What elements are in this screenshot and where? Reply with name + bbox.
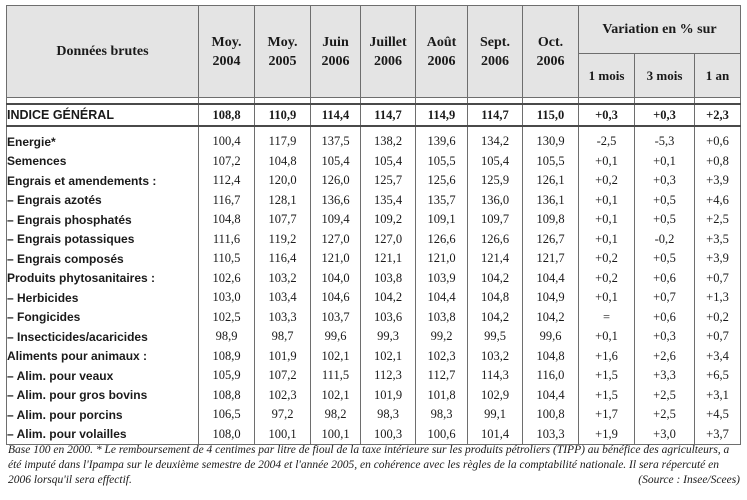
variation-value-cell: +4,6 [695,191,741,211]
row-label: – Engrais composés [7,249,199,269]
index-value-cell: 114,4 [311,104,361,126]
index-value-cell: 105,4 [361,152,416,172]
variation-value-cell: +2,3 [695,104,741,126]
index-value-cell: 125,6 [416,171,468,191]
variation-value-cell: +2,6 [635,347,695,367]
variation-value-cell: +0,1 [579,210,635,230]
index-value-cell: 112,7 [416,366,468,386]
index-value-cell: 102,3 [416,347,468,367]
index-value-cell: 109,8 [523,210,579,230]
index-value-cell: 104,2 [468,308,523,328]
variation-value-cell: +3,7 [695,425,741,445]
index-value-cell: 99,3 [361,327,416,347]
variation-value-cell: +2,5 [695,210,741,230]
period-header: Sept. 2006 [468,6,523,98]
index-value-cell: 121,0 [311,249,361,269]
variation-value-cell: +3,0 [635,425,695,445]
index-value-cell: 103,4 [255,288,311,308]
variation-value-cell: +0,7 [695,327,741,347]
table-row [7,152,741,172]
row-label: – Fongicides [7,308,199,328]
index-value-cell: 112,3 [361,366,416,386]
variation-value-cell: +0,1 [635,152,695,172]
row-label: – Herbicides [7,288,199,308]
index-value-cell: 127,0 [311,230,361,250]
table-row [7,171,741,191]
variation-value-cell: +0,1 [579,327,635,347]
table-row [7,386,741,406]
index-value-cell: 100,1 [255,425,311,445]
index-value-cell: 104,6 [311,288,361,308]
index-value-cell: 130,9 [523,132,579,152]
row-label: Semences [7,152,199,172]
table-row [7,191,741,211]
index-value-cell: 107,2 [255,366,311,386]
variation-value-cell: +3,4 [695,347,741,367]
row-label: Engrais et amendements : [7,171,199,191]
variation-value-cell: -5,3 [635,132,695,152]
index-value-cell: 104,8 [199,210,255,230]
index-value-cell: 105,9 [199,366,255,386]
index-value-cell: 119,2 [255,230,311,250]
index-value-cell: 134,2 [468,132,523,152]
index-value-cell: 120,0 [255,171,311,191]
index-value-cell: 103,3 [523,425,579,445]
index-value-cell: 138,2 [361,132,416,152]
index-value-cell: 128,1 [255,191,311,211]
variation-value-cell: +0,3 [579,104,635,126]
row-label: – Alim. pour volailles [7,425,199,445]
index-value-cell: 98,3 [416,405,468,425]
variation-value-cell: +1,5 [579,366,635,386]
index-value-cell: 104,2 [468,269,523,289]
variation-value-cell: +2,5 [635,405,695,425]
row-label: – Alim. pour veaux [7,366,199,386]
index-value-cell: 106,5 [199,405,255,425]
table-row [7,230,741,250]
variation-value-cell: +0,5 [635,191,695,211]
index-value-cell: 108,8 [199,386,255,406]
index-value-cell: 103,8 [361,269,416,289]
index-value-cell: 102,3 [255,386,311,406]
variation-col-header: 1 an [695,54,741,98]
index-value-cell: 102,9 [468,386,523,406]
index-value-cell: 116,0 [523,366,579,386]
variation-value-cell: +0,6 [635,308,695,328]
index-value-cell: 121,7 [523,249,579,269]
index-value-cell: 126,1 [523,171,579,191]
index-value-cell: 125,7 [361,171,416,191]
index-value-cell: 109,2 [361,210,416,230]
variation-value-cell: +0,8 [695,152,741,172]
index-value-cell: 136,6 [311,191,361,211]
index-value-cell: 126,7 [523,230,579,250]
variation-value-cell: +1,5 [579,386,635,406]
index-value-cell: 110,5 [199,249,255,269]
index-value-cell: 102,6 [199,269,255,289]
period-header: Oct. 2006 [523,6,579,98]
index-value-cell: 99,6 [523,327,579,347]
index-value-cell: 102,1 [311,347,361,367]
index-value-cell: 115,0 [523,104,579,126]
variation-value-cell: +0,6 [695,132,741,152]
variation-col-header: 1 mois [579,54,635,98]
index-value-cell: 135,4 [361,191,416,211]
index-value-cell: 104,0 [311,269,361,289]
variation-col-header: 3 mois [635,54,695,98]
price-index-table [6,5,741,445]
index-value-cell: 126,6 [416,230,468,250]
index-value-cell: 101,9 [255,347,311,367]
index-value-cell: 104,4 [523,269,579,289]
source-credit: (Source : Insee/Scees) [638,474,740,486]
index-value-cell: 100,8 [523,405,579,425]
index-value-cell: 103,2 [255,269,311,289]
table-row [7,425,741,445]
index-value-cell: 114,7 [468,104,523,126]
index-value-cell: 121,4 [468,249,523,269]
index-value-cell: 125,9 [468,171,523,191]
index-value-cell: 101,9 [361,386,416,406]
index-value-cell: 127,0 [361,230,416,250]
main-index-row [7,104,741,126]
index-value-cell: 112,4 [199,171,255,191]
variation-value-cell: +0,2 [579,171,635,191]
index-value-cell: 109,4 [311,210,361,230]
variation-value-cell: +0,1 [579,288,635,308]
index-value-cell: 101,8 [416,386,468,406]
table-row [7,269,741,289]
variation-value-cell: +0,1 [579,152,635,172]
index-value-cell: 99,5 [468,327,523,347]
index-value-cell: 100,3 [361,425,416,445]
index-value-cell: 98,9 [199,327,255,347]
index-value-cell: 136,1 [523,191,579,211]
index-value-cell: 98,3 [361,405,416,425]
row-label: – Alim. pour gros bovins [7,386,199,406]
variation-value-cell: +0,1 [579,230,635,250]
index-value-cell: 105,5 [416,152,468,172]
variation-value-cell: +0,2 [579,249,635,269]
row-label: Aliments pour animaux : [7,347,199,367]
index-value-cell: 103,8 [416,308,468,328]
index-value-cell: 108,8 [199,104,255,126]
index-value-cell: 116,7 [199,191,255,211]
variation-value-cell: +0,3 [635,104,695,126]
index-value-cell: 100,4 [199,132,255,152]
variation-value-cell: +0,3 [635,327,695,347]
index-value-cell: 105,4 [311,152,361,172]
index-value-cell: 114,7 [361,104,416,126]
index-value-cell: 99,1 [468,405,523,425]
row-label: – Engrais potassiques [7,230,199,250]
index-value-cell: 104,4 [416,288,468,308]
index-value-cell: 105,4 [468,152,523,172]
variation-value-cell: +1,9 [579,425,635,445]
index-value-cell: 107,7 [255,210,311,230]
index-value-cell: 109,1 [416,210,468,230]
row-label: – Engrais phosphatés [7,210,199,230]
index-value-cell: 108,9 [199,347,255,367]
table-row [7,132,741,152]
index-value-cell: 107,2 [199,152,255,172]
index-value-cell: 109,7 [468,210,523,230]
index-value-cell: 111,5 [311,366,361,386]
index-value-cell: 110,9 [255,104,311,126]
variation-value-cell: +0,2 [695,308,741,328]
index-value-cell: 99,2 [416,327,468,347]
row-label: Produits phytosanitaires : [7,269,199,289]
index-value-cell: 104,2 [361,288,416,308]
index-value-cell: 111,6 [199,230,255,250]
variation-value-cell: +2,5 [635,386,695,406]
index-value-cell: 114,9 [416,104,468,126]
index-value-cell: 103,3 [255,308,311,328]
index-value-cell: 102,1 [361,347,416,367]
index-value-cell: 135,7 [416,191,468,211]
header-label: Données brutes [7,6,199,98]
index-value-cell: 104,8 [255,152,311,172]
index-value-cell: 103,0 [199,288,255,308]
index-value-cell: 121,0 [416,249,468,269]
table-body [7,98,741,445]
variation-value-cell: +3,1 [695,386,741,406]
index-value-cell: 136,0 [468,191,523,211]
variation-value-cell: -2,5 [579,132,635,152]
index-value-cell: 102,1 [311,386,361,406]
variation-value-cell: +0,7 [695,269,741,289]
index-value-cell: 104,4 [523,386,579,406]
footnote-text: Base 100 en 2000. * Le remboursement de 4 centimes par litre de fioul de la taxe intérieure sur les produits pétroliers (TIPP) au bénéfice des agriculteurs, a été imputé dans l'Ipampa sur le deuxième semestre de 2004 et l'année 2005, en cohérence avec les règles de la comptabilité nationale. Il sera répercuté en 2006 lorsqu'il sera effectif. [8,444,730,486]
variation-value-cell: +0,1 [579,191,635,211]
variation-value-cell: +3,5 [695,230,741,250]
table-row [7,308,741,328]
variation-value-cell: -0,2 [635,230,695,250]
index-value-cell: 139,6 [416,132,468,152]
row-label: – Engrais azotés [7,191,199,211]
variation-value-cell: +3,3 [635,366,695,386]
table-row [7,249,741,269]
table-row [7,366,741,386]
index-value-cell: 114,3 [468,366,523,386]
variation-value-cell: +1,3 [695,288,741,308]
variation-value-cell: +0,5 [635,249,695,269]
variation-value-cell: +1,6 [579,347,635,367]
variation-value-cell: +0,5 [635,210,695,230]
row-label: Energie* [7,132,199,152]
row-label: – Insecticides/acaricides [7,327,199,347]
index-value-cell: 126,6 [468,230,523,250]
variation-value-cell: +0,6 [635,269,695,289]
table-row [7,347,741,367]
table-row [7,288,741,308]
index-value-cell: 126,0 [311,171,361,191]
index-value-cell: 104,8 [468,288,523,308]
variation-value-cell: +3,9 [695,249,741,269]
index-value-cell: 98,2 [311,405,361,425]
period-header: Juin 2006 [311,6,361,98]
variation-value-cell: = [579,308,635,328]
index-value-cell: 100,1 [311,425,361,445]
index-value-cell: 98,7 [255,327,311,347]
index-value-cell: 116,4 [255,249,311,269]
index-value-cell: 104,9 [523,288,579,308]
index-value-cell: 103,7 [311,308,361,328]
variation-value-cell: +0,7 [635,288,695,308]
period-header: Moy. 2004 [199,6,255,98]
table-row [7,327,741,347]
variation-value-cell: +3,9 [695,171,741,191]
index-value-cell: 117,9 [255,132,311,152]
index-value-cell: 137,5 [311,132,361,152]
row-label: INDICE GÉNÉRAL [7,104,199,126]
index-value-cell: 104,8 [523,347,579,367]
variation-value-cell: +4,5 [695,405,741,425]
variation-value-cell: +1,7 [579,405,635,425]
index-value-cell: 108,0 [199,425,255,445]
period-header: Moy. 2005 [255,6,311,98]
footnote [8,443,740,488]
index-value-cell: 105,5 [523,152,579,172]
variation-value-cell: +6,5 [695,366,741,386]
variation-value-cell: +0,2 [579,269,635,289]
index-value-cell: 97,2 [255,405,311,425]
index-value-cell: 103,6 [361,308,416,328]
index-value-cell: 101,4 [468,425,523,445]
index-value-cell: 103,2 [468,347,523,367]
variation-value-cell: +0,3 [635,171,695,191]
table-row [7,405,741,425]
table-row [7,210,741,230]
row-label: – Alim. pour porcins [7,405,199,425]
index-value-cell: 102,5 [199,308,255,328]
period-header: Août 2006 [416,6,468,98]
index-value-cell: 103,9 [416,269,468,289]
variation-header: Variation en % sur [579,6,741,54]
period-header: Juillet 2006 [361,6,416,98]
index-value-cell: 104,2 [523,308,579,328]
index-value-cell: 100,6 [416,425,468,445]
header-row [7,6,741,54]
index-value-cell: 99,6 [311,327,361,347]
index-value-cell: 121,1 [361,249,416,269]
